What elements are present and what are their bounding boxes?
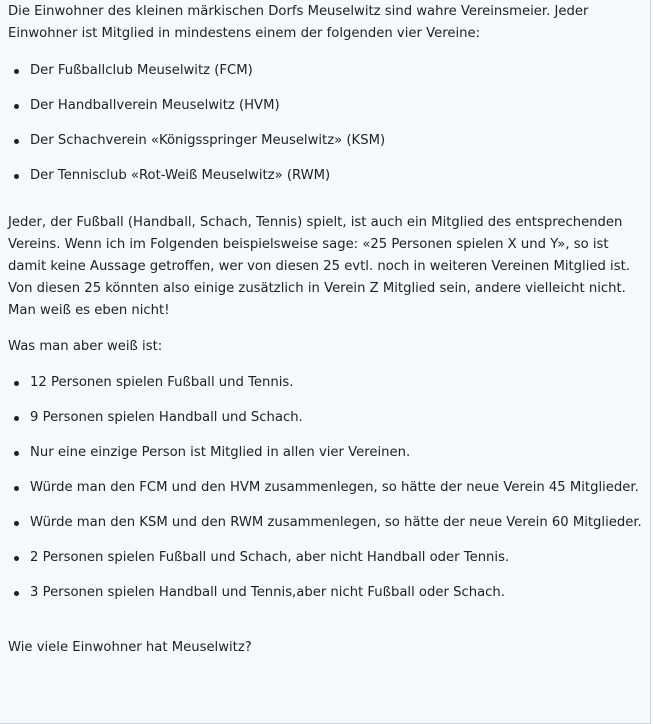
club-list [8,60,642,187]
list-item-fact-5: Würde man den KSM und den RWM zusammenlegen, so hätte der neue Verein 60 Mitglieder. [8,512,642,534]
facts-list [8,372,642,604]
list-item-fact-2: 9 Personen spielen Handball und Schach. [8,407,642,429]
question-paragraph: Wie viele Einwohner hat Meuselwitz? [8,640,252,655]
list-item-club-ksm: Der Schachverein «Königsspringer Meuselwitz» (KSM) [8,130,642,152]
list-item-club-fcm: Der Fußballclub Meuselwitz (FCM) [8,60,642,82]
list-item-club-rwm: Der Tennisclub «Rot-Weiß Meuselwitz» (RWM) [8,165,642,187]
list-item-club-hvm: Der Handballverein Meuselwitz (HVM) [8,95,642,117]
list-item-fact-3: Nur eine einzige Person ist Mitglied in allen vier Vereinen. [8,442,642,464]
intro-paragraph: Die Einwohner des kleinen märkischen Dorfs Meuselwitz sind wahre Vereinsmeier. Jeder Einwohner ist Mitglied in mindestens einem der folgenden vier Vereine: [8,4,589,41]
explanation-paragraph: Jeder, der Fußball (Handball, Schach, Tennis) spielt, ist auch ein Mitglied des entsprechenden Vereins. Wenn ich im Folgenden beispielsweise sage: «25 Personen spielen X und Y», so ist damit keine Aussage getroffen, wer von diesen 25 evtl. noch in weiteren Vereinen Mitglied ist. Von diesen 25 könnten also einige zusätzlich in Verein Z Mitglied sein, andere vielleicht nicht. Man weiß es eben nicht! [8,215,630,318]
list-item-fact-4: Würde man den FCM und den HVM zusammenlegen, so hätte der neue Verein 45 Mitglieder. [8,477,642,499]
list-item-fact-6: 2 Personen spielen Fußball und Schach, aber nicht Handball oder Tennis. [8,547,642,569]
list-item-fact-1: 12 Personen spielen Fußball und Tennis. [8,372,642,394]
known-facts-intro: Was man aber weiß ist: [8,339,163,354]
list-item-fact-7: 3 Personen spielen Handball und Tennis,aber nicht Fußball oder Schach. [8,582,642,604]
